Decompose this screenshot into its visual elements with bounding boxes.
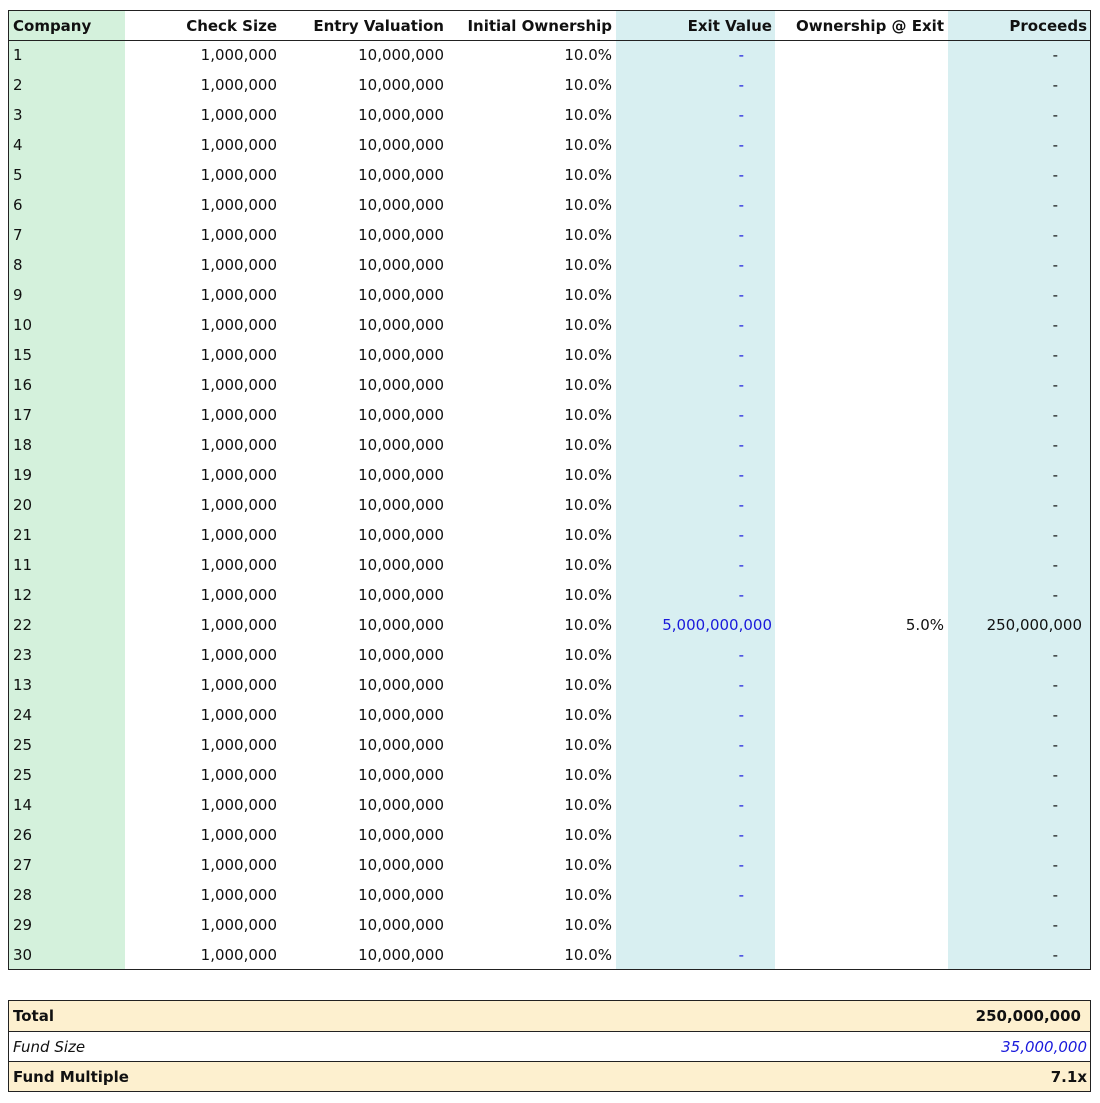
summary-fund-multiple-row	[9, 1061, 1090, 1091]
company-cell[interactable]: 3	[13, 106, 23, 124]
proceeds-cell[interactable]: -	[1052, 376, 1058, 394]
table-row	[9, 520, 1090, 550]
proceeds-cell[interactable]: -	[1052, 346, 1058, 364]
exit-value-cell[interactable]: -	[738, 466, 744, 484]
table-row	[9, 700, 1090, 730]
proceeds-cell[interactable]: -	[1052, 286, 1058, 304]
entry-valuation-cell[interactable]: 10,000,000	[358, 286, 444, 304]
entry-valuation-cell[interactable]: 10,000,000	[358, 466, 444, 484]
initial-ownership-cell[interactable]: 10.0%	[564, 436, 612, 454]
check-size-cell[interactable]: 1,000,000	[200, 76, 277, 94]
entry-valuation-cell[interactable]: 10,000,000	[358, 886, 444, 904]
ownership-at-exit-cell[interactable]: 5.0%	[905, 616, 944, 634]
entry-valuation-cell[interactable]: 10,000,000	[358, 46, 444, 64]
initial-ownership-cell[interactable]: 10.0%	[564, 916, 612, 934]
check-size-cell[interactable]: 1,000,000	[200, 826, 277, 844]
entry-valuation-cell[interactable]: 10,000,000	[358, 226, 444, 244]
entry-valuation-cell[interactable]: 10,000,000	[358, 946, 444, 964]
exit-value-cell[interactable]: -	[738, 286, 744, 304]
entry-valuation-cell[interactable]: 10,000,000	[358, 436, 444, 454]
exit-value-cell[interactable]: -	[738, 136, 744, 154]
table-row	[9, 310, 1090, 340]
entry-valuation-cell[interactable]: 10,000,000	[358, 256, 444, 274]
header-ownership-at-exit: Ownership @ Exit	[795, 17, 944, 35]
exit-value-cell[interactable]: -	[738, 46, 744, 64]
initial-ownership-cell[interactable]: 10.0%	[564, 376, 612, 394]
table-row	[9, 100, 1090, 130]
company-cell[interactable]: 2	[13, 76, 23, 94]
company-cell[interactable]: 9	[13, 286, 23, 304]
initial-ownership-cell[interactable]: 10.0%	[564, 826, 612, 844]
table-row	[9, 610, 1090, 640]
exit-value-cell[interactable]: -	[738, 586, 744, 604]
company-cell[interactable]: 27	[13, 856, 33, 874]
proceeds-cell[interactable]: -	[1052, 766, 1058, 784]
check-size-cell[interactable]: 1,000,000	[200, 766, 277, 784]
check-size-cell[interactable]: 1,000,000	[200, 466, 277, 484]
proceeds-cell[interactable]: 250,000,000	[986, 616, 1082, 634]
table-row	[9, 190, 1090, 220]
table-row	[9, 910, 1090, 940]
entry-valuation-cell[interactable]: 10,000,000	[358, 136, 444, 154]
exit-value-cell[interactable]: -	[738, 856, 744, 874]
table-row	[9, 760, 1090, 790]
company-cell[interactable]: 28	[13, 886, 33, 904]
proceeds-cell[interactable]: -	[1052, 706, 1058, 724]
initial-ownership-cell[interactable]: 10.0%	[564, 496, 612, 514]
check-size-cell[interactable]: 1,000,000	[200, 106, 277, 124]
table-row	[9, 490, 1090, 520]
table-row	[9, 820, 1090, 850]
company-cell[interactable]: 14	[13, 796, 33, 814]
check-size-cell[interactable]: 1,000,000	[200, 166, 277, 184]
exit-value-cell[interactable]: 5,000,000,000	[662, 616, 772, 634]
initial-ownership-cell[interactable]: 10.0%	[564, 676, 612, 694]
total-value[interactable]: 250,000,000	[975, 1007, 1081, 1025]
initial-ownership-cell[interactable]: 10.0%	[564, 736, 612, 754]
exit-value-cell[interactable]: -	[738, 376, 744, 394]
initial-ownership-cell[interactable]: 10.0%	[564, 226, 612, 244]
initial-ownership-cell[interactable]: 10.0%	[564, 196, 612, 214]
check-size-cell[interactable]: 1,000,000	[200, 196, 277, 214]
table-row	[9, 550, 1090, 580]
initial-ownership-cell[interactable]: 10.0%	[564, 76, 612, 94]
entry-valuation-cell[interactable]: 10,000,000	[358, 826, 444, 844]
fund-multiple-label: Fund Multiple	[13, 1068, 129, 1086]
table-row	[9, 670, 1090, 700]
initial-ownership-cell[interactable]: 10.0%	[564, 616, 612, 634]
exit-value-cell[interactable]: -	[738, 736, 744, 754]
exit-value-cell[interactable]: -	[738, 76, 744, 94]
proceeds-cell[interactable]: -	[1052, 526, 1058, 544]
initial-ownership-cell[interactable]: 10.0%	[564, 466, 612, 484]
exit-value-cell[interactable]: -	[738, 826, 744, 844]
exit-value-cell[interactable]: -	[738, 946, 744, 964]
table-row	[9, 40, 1090, 70]
exit-value-cell[interactable]: -	[738, 556, 744, 574]
company-cell[interactable]: 29	[13, 916, 33, 934]
proceeds-cell[interactable]: -	[1052, 226, 1058, 244]
check-size-cell[interactable]: 1,000,000	[200, 886, 277, 904]
fund-summary	[8, 1000, 1091, 1092]
company-cell[interactable]: 21	[13, 526, 33, 544]
exit-value-cell[interactable]: -	[738, 766, 744, 784]
check-size-cell[interactable]: 1,000,000	[200, 526, 277, 544]
table-row	[9, 640, 1090, 670]
proceeds-cell[interactable]: -	[1052, 496, 1058, 514]
table-row	[9, 370, 1090, 400]
proceeds-cell[interactable]: -	[1052, 646, 1058, 664]
company-cell[interactable]: 25	[13, 736, 33, 754]
exit-value-cell[interactable]: -	[738, 406, 744, 424]
exit-value-cell[interactable]: -	[738, 106, 744, 124]
check-size-cell[interactable]: 1,000,000	[200, 286, 277, 304]
total-label: Total	[13, 1007, 54, 1025]
proceeds-cell[interactable]: -	[1052, 826, 1058, 844]
company-cell[interactable]: 7	[13, 226, 23, 244]
proceeds-cell[interactable]: -	[1052, 316, 1058, 334]
check-size-cell[interactable]: 1,000,000	[200, 406, 277, 424]
company-cell[interactable]: 19	[13, 466, 33, 484]
table-row	[9, 220, 1090, 250]
entry-valuation-cell[interactable]: 10,000,000	[358, 736, 444, 754]
proceeds-cell[interactable]: -	[1052, 256, 1058, 274]
exit-value-cell[interactable]: -	[738, 706, 744, 724]
company-cell[interactable]: 16	[13, 376, 33, 394]
entry-valuation-cell[interactable]: 10,000,000	[358, 316, 444, 334]
company-cell[interactable]: 25	[13, 766, 33, 784]
initial-ownership-cell[interactable]: 10.0%	[564, 256, 612, 274]
check-size-cell[interactable]: 1,000,000	[200, 736, 277, 754]
check-size-cell[interactable]: 1,000,000	[200, 316, 277, 334]
proceeds-cell[interactable]: -	[1052, 856, 1058, 874]
company-cell[interactable]: 8	[13, 256, 23, 274]
exit-value-cell[interactable]: -	[738, 646, 744, 664]
summary-total-row	[9, 1001, 1090, 1031]
entry-valuation-cell[interactable]: 10,000,000	[358, 76, 444, 94]
initial-ownership-cell[interactable]: 10.0%	[564, 166, 612, 184]
exit-value-cell[interactable]: -	[738, 886, 744, 904]
table-row	[9, 580, 1090, 610]
table-row	[9, 160, 1090, 190]
table-row	[9, 790, 1090, 820]
entry-valuation-cell[interactable]: 10,000,000	[358, 346, 444, 364]
proceeds-cell[interactable]: -	[1052, 586, 1058, 604]
check-size-cell[interactable]: 1,000,000	[200, 646, 277, 664]
exit-value-cell[interactable]: -	[738, 676, 744, 694]
table-row	[9, 400, 1090, 430]
initial-ownership-cell[interactable]: 10.0%	[564, 646, 612, 664]
exit-value-cell[interactable]: -	[738, 346, 744, 364]
summary-fund-size-row	[9, 1031, 1090, 1061]
entry-valuation-cell[interactable]: 10,000,000	[358, 586, 444, 604]
header-proceeds: Proceeds	[1009, 17, 1087, 35]
header-entry-valuation: Entry Valuation	[313, 17, 444, 35]
company-cell[interactable]: 23	[13, 646, 33, 664]
header-exit-value: Exit Value	[687, 17, 772, 35]
table-row	[9, 850, 1090, 880]
proceeds-cell[interactable]: -	[1052, 676, 1058, 694]
exit-value-cell[interactable]: -	[738, 316, 744, 334]
check-size-cell[interactable]: 1,000,000	[200, 556, 277, 574]
entry-valuation-cell[interactable]: 10,000,000	[358, 496, 444, 514]
check-size-cell[interactable]: 1,000,000	[200, 376, 277, 394]
proceeds-cell[interactable]: -	[1052, 436, 1058, 454]
initial-ownership-cell[interactable]: 10.0%	[564, 136, 612, 154]
entry-valuation-cell[interactable]: 10,000,000	[358, 406, 444, 424]
header-initial-ownership: Initial Ownership	[467, 17, 612, 35]
exit-value-cell[interactable]: -	[738, 496, 744, 514]
check-size-cell[interactable]: 1,000,000	[200, 706, 277, 724]
proceeds-cell[interactable]: -	[1052, 166, 1058, 184]
check-size-cell[interactable]: 1,000,000	[200, 916, 277, 934]
fund-returns-table	[8, 10, 1091, 970]
entry-valuation-cell[interactable]: 10,000,000	[358, 796, 444, 814]
entry-valuation-cell[interactable]: 10,000,000	[358, 616, 444, 634]
initial-ownership-cell[interactable]: 10.0%	[564, 406, 612, 424]
proceeds-cell[interactable]: -	[1052, 916, 1058, 934]
company-cell[interactable]: 10	[13, 316, 33, 334]
company-cell[interactable]: 30	[13, 946, 33, 964]
company-cell[interactable]: 17	[13, 406, 33, 424]
proceeds-cell[interactable]: -	[1052, 886, 1058, 904]
header-company: Company	[13, 17, 92, 35]
exit-value-cell[interactable]: -	[738, 436, 744, 454]
company-cell[interactable]: 4	[13, 136, 23, 154]
company-cell[interactable]: 11	[13, 556, 33, 574]
table-row	[9, 940, 1090, 970]
entry-valuation-cell[interactable]: 10,000,000	[358, 376, 444, 394]
exit-value-cell[interactable]: -	[738, 226, 744, 244]
initial-ownership-cell[interactable]: 10.0%	[564, 706, 612, 724]
entry-valuation-cell[interactable]: 10,000,000	[358, 766, 444, 784]
exit-value-cell[interactable]: -	[738, 796, 744, 814]
initial-ownership-cell[interactable]: 10.0%	[564, 46, 612, 64]
company-cell[interactable]: 5	[13, 166, 23, 184]
initial-ownership-cell[interactable]: 10.0%	[564, 556, 612, 574]
exit-value-cell[interactable]: -	[738, 526, 744, 544]
initial-ownership-cell[interactable]: 10.0%	[564, 106, 612, 124]
proceeds-cell[interactable]: -	[1052, 46, 1058, 64]
initial-ownership-cell[interactable]: 10.0%	[564, 886, 612, 904]
check-size-cell[interactable]: 1,000,000	[200, 436, 277, 454]
check-size-cell[interactable]: 1,000,000	[200, 346, 277, 364]
check-size-cell[interactable]: 1,000,000	[200, 496, 277, 514]
company-cell[interactable]: 24	[13, 706, 33, 724]
fund-multiple-value[interactable]: 7.1x	[1050, 1068, 1087, 1086]
company-cell[interactable]: 15	[13, 346, 33, 364]
fund-size-label: Fund Size	[13, 1038, 86, 1056]
initial-ownership-cell[interactable]: 10.0%	[564, 946, 612, 964]
entry-valuation-cell[interactable]: 10,000,000	[358, 166, 444, 184]
entry-valuation-cell[interactable]: 10,000,000	[358, 196, 444, 214]
table-header	[9, 11, 1090, 41]
check-size-cell[interactable]: 1,000,000	[200, 616, 277, 634]
initial-ownership-cell[interactable]: 10.0%	[564, 856, 612, 874]
initial-ownership-cell[interactable]: 10.0%	[564, 586, 612, 604]
check-size-cell[interactable]: 1,000,000	[200, 256, 277, 274]
initial-ownership-cell[interactable]: 10.0%	[564, 796, 612, 814]
check-size-cell[interactable]: 1,000,000	[200, 46, 277, 64]
entry-valuation-cell[interactable]: 10,000,000	[358, 916, 444, 934]
proceeds-cell[interactable]: -	[1052, 106, 1058, 124]
company-cell[interactable]: 13	[13, 676, 33, 694]
check-size-cell[interactable]: 1,000,000	[200, 226, 277, 244]
proceeds-cell[interactable]: -	[1052, 136, 1058, 154]
entry-valuation-cell[interactable]: 10,000,000	[358, 556, 444, 574]
check-size-cell[interactable]: 1,000,000	[200, 136, 277, 154]
company-cell[interactable]: 12	[13, 586, 33, 604]
proceeds-cell[interactable]: -	[1052, 466, 1058, 484]
table-row	[9, 280, 1090, 310]
check-size-cell[interactable]: 1,000,000	[200, 946, 277, 964]
exit-value-cell[interactable]: -	[738, 256, 744, 274]
fund-size-value[interactable]: 35,000,000	[1001, 1038, 1087, 1056]
entry-valuation-cell[interactable]: 10,000,000	[358, 706, 444, 724]
table-row	[9, 130, 1090, 160]
table-row	[9, 880, 1090, 910]
proceeds-cell[interactable]: -	[1052, 76, 1058, 94]
company-cell[interactable]: 26	[13, 826, 33, 844]
table-row	[9, 340, 1090, 370]
initial-ownership-cell[interactable]: 10.0%	[564, 316, 612, 334]
header-check-size: Check Size	[186, 17, 277, 35]
table-row	[9, 250, 1090, 280]
proceeds-cell[interactable]: -	[1052, 796, 1058, 814]
initial-ownership-cell[interactable]: 10.0%	[564, 286, 612, 304]
initial-ownership-cell[interactable]: 10.0%	[564, 766, 612, 784]
entry-valuation-cell[interactable]: 10,000,000	[358, 856, 444, 874]
check-size-cell[interactable]: 1,000,000	[200, 796, 277, 814]
check-size-cell[interactable]: 1,000,000	[200, 586, 277, 604]
company-cell[interactable]: 6	[13, 196, 23, 214]
proceeds-cell[interactable]: -	[1052, 556, 1058, 574]
table-row	[9, 730, 1090, 760]
company-cell[interactable]: 22	[13, 616, 33, 634]
check-size-cell[interactable]: 1,000,000	[200, 856, 277, 874]
table-row	[9, 460, 1090, 490]
proceeds-cell[interactable]: -	[1052, 406, 1058, 424]
entry-valuation-cell[interactable]: 10,000,000	[358, 106, 444, 124]
company-cell[interactable]: 20	[13, 496, 33, 514]
exit-value-cell[interactable]: -	[738, 196, 744, 214]
entry-valuation-cell[interactable]: 10,000,000	[358, 526, 444, 544]
initial-ownership-cell[interactable]: 10.0%	[564, 526, 612, 544]
table-row	[9, 70, 1090, 100]
entry-valuation-cell[interactable]: 10,000,000	[358, 646, 444, 664]
table-row	[9, 430, 1090, 460]
company-cell[interactable]: 18	[13, 436, 33, 454]
check-size-cell[interactable]: 1,000,000	[200, 676, 277, 694]
proceeds-cell[interactable]: -	[1052, 946, 1058, 964]
company-cell[interactable]: 1	[13, 46, 23, 64]
proceeds-cell[interactable]: -	[1052, 196, 1058, 214]
initial-ownership-cell[interactable]: 10.0%	[564, 346, 612, 364]
entry-valuation-cell[interactable]: 10,000,000	[358, 676, 444, 694]
exit-value-cell[interactable]: -	[738, 166, 744, 184]
proceeds-cell[interactable]: -	[1052, 736, 1058, 754]
